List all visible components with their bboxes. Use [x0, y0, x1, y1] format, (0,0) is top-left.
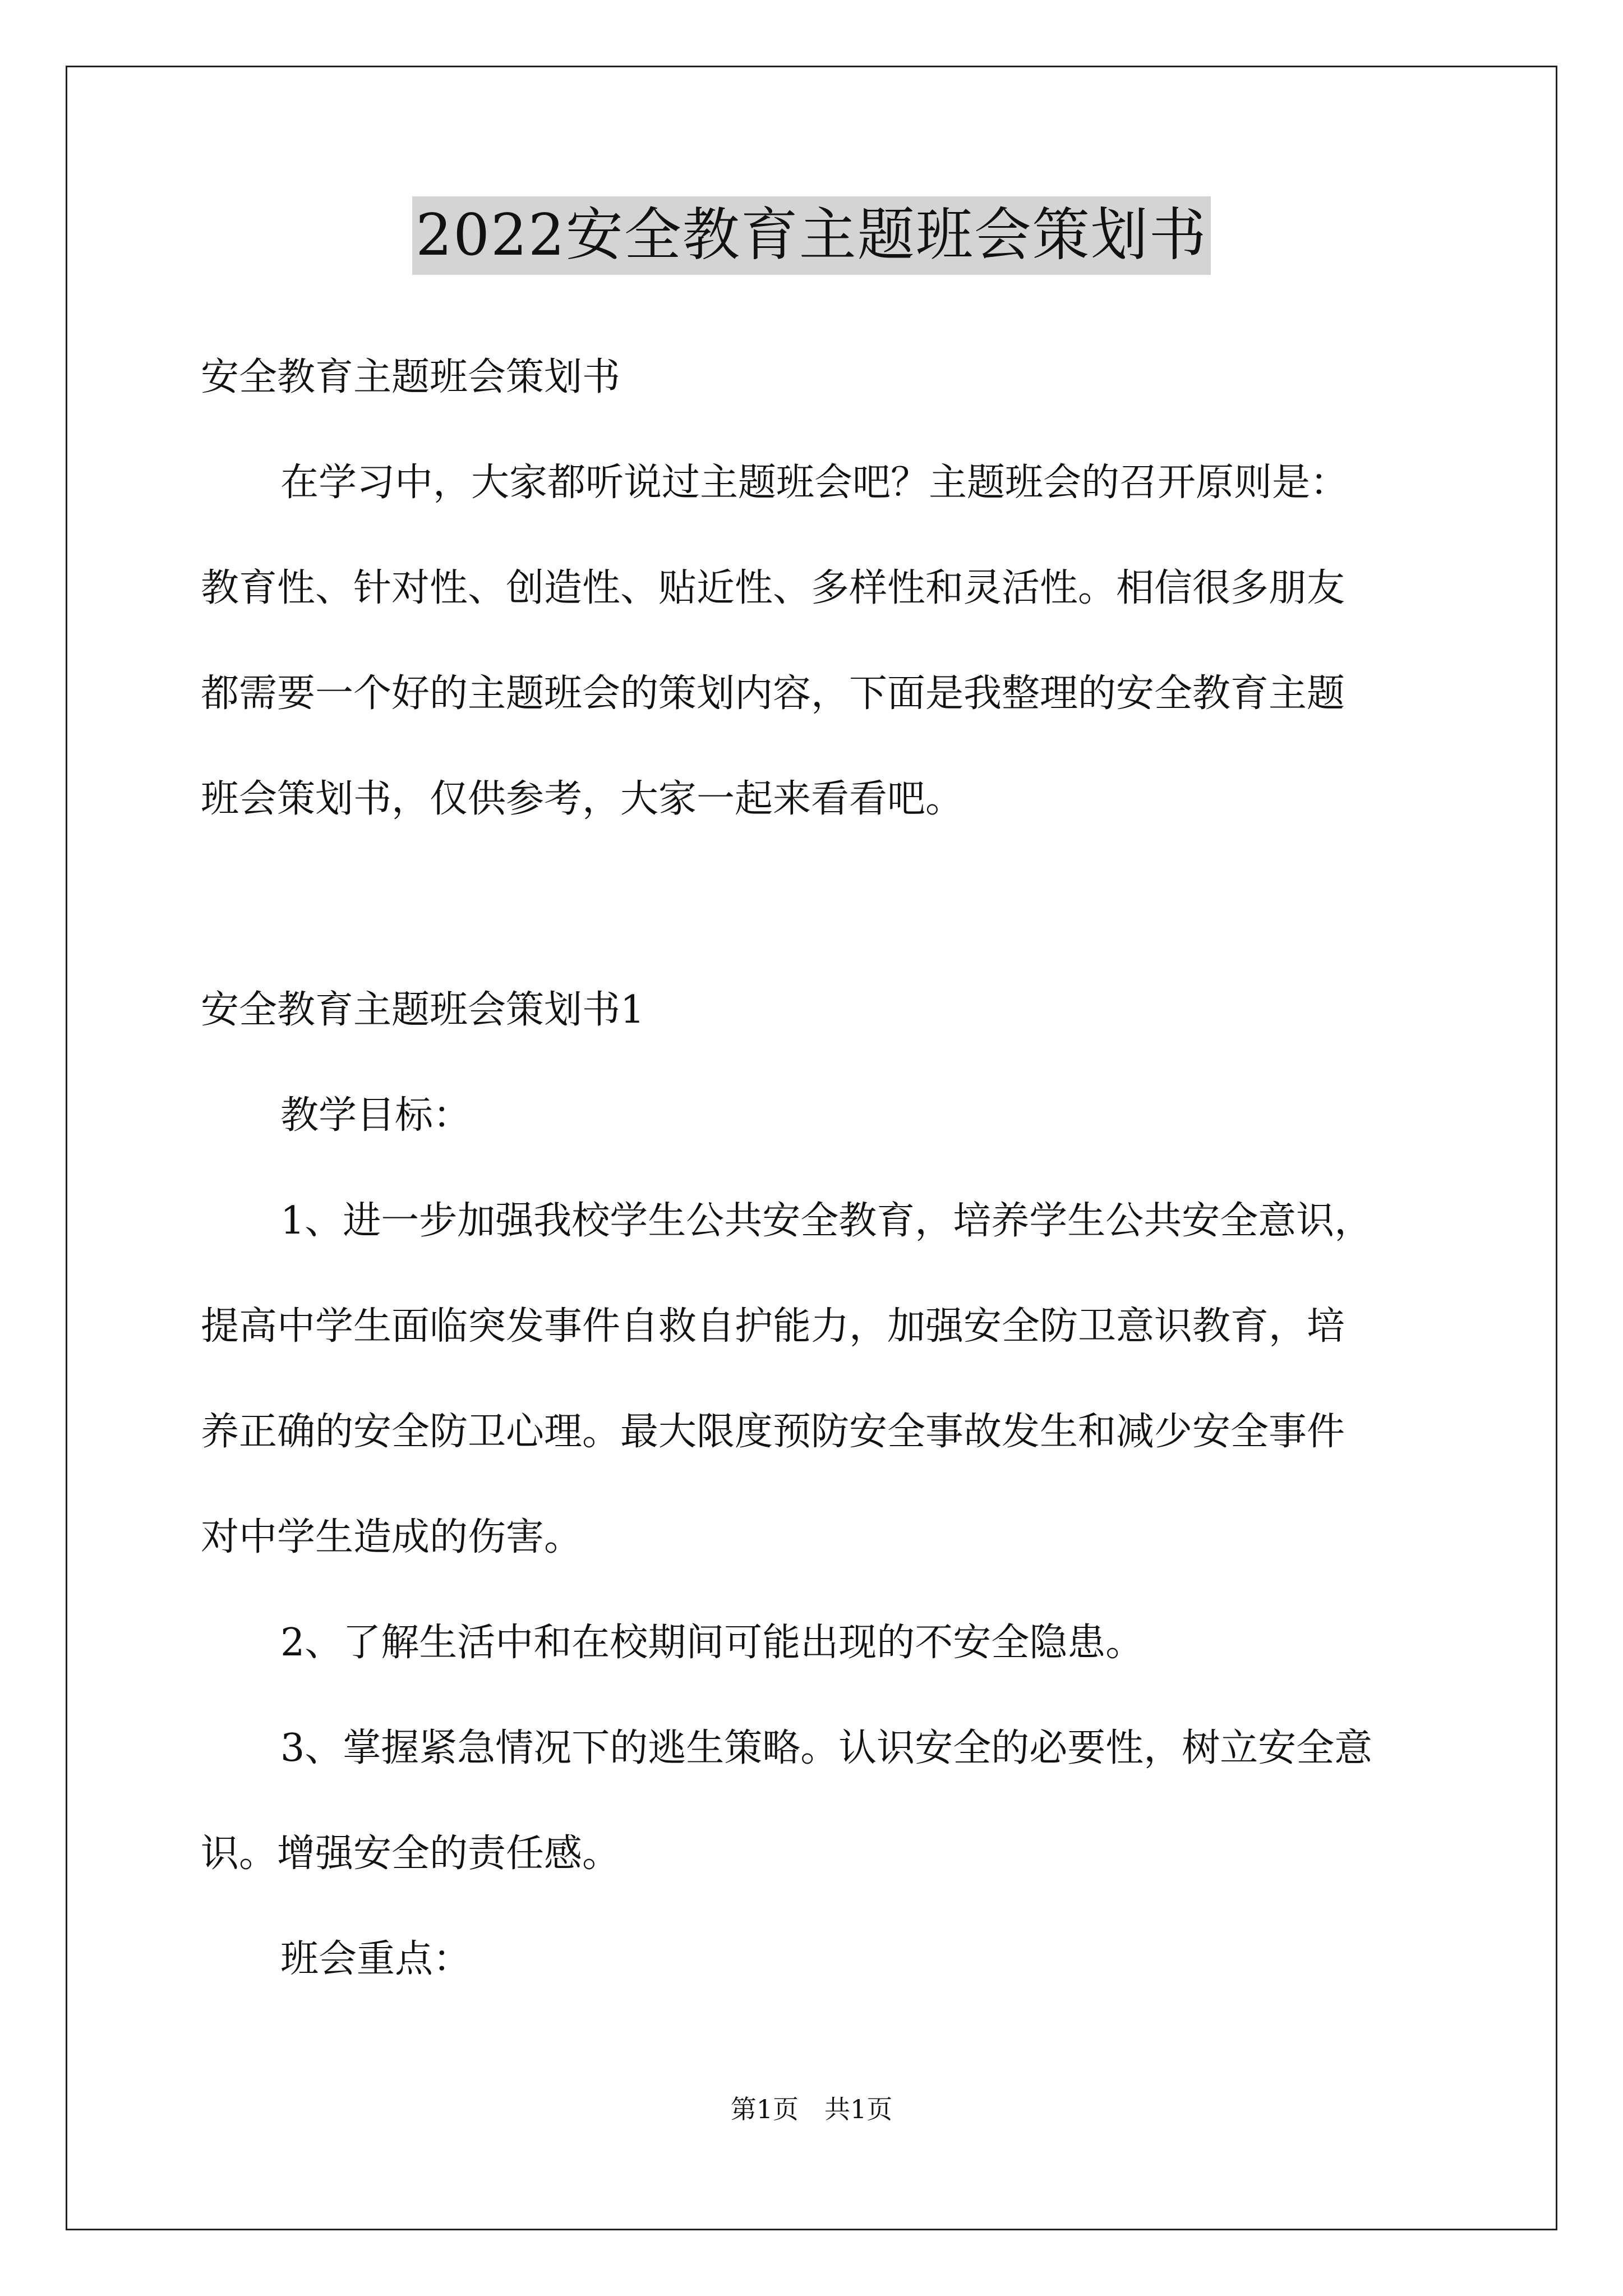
objective-1-line-2: 提高中学生面临突发事件自救自护能力，加强安全防卫意识教育，培	[201, 1304, 1345, 1349]
subtitle: 安全教育主题班会策划书	[201, 355, 621, 399]
objective-1-line-1: 1、进一步加强我校学生公共安全教育，培养学生公共安全意识，	[280, 1199, 1373, 1243]
document-title: 2022安全教育主题班会策划书	[412, 196, 1211, 275]
section-heading: 安全教育主题班会策划书1	[201, 988, 645, 1032]
page-footer: 第1页 共1页	[730, 2094, 893, 2124]
title-container	[0, 196, 1623, 275]
intro-line-2: 教育性、针对性、创造性、贴近性、多样性和灵活性。相信很多朋友	[201, 566, 1345, 610]
intro-line-3: 都需要一个好的主题班会的策划内容，下面是我整理的安全教育主题	[201, 671, 1345, 716]
objective-1-line-4: 对中学生造成的伤害。	[201, 1515, 583, 1559]
objectives-heading: 教学目标：	[280, 1093, 472, 1138]
objective-3-line-2: 识。增强安全的责任感。	[201, 1832, 621, 1876]
key-points-heading: 班会重点：	[280, 1937, 472, 1981]
objective-2: 2、了解生活中和在校期间可能出现的不安全隐患。	[280, 1621, 1144, 1665]
objective-3-line-1: 3、掌握紧急情况下的逃生策略。认识安全的必要性，树立安全意	[280, 1726, 1373, 1770]
intro-line-1: 在学习中，大家都听说过主题班会吧？主题班会的召开原则是：	[280, 461, 1349, 505]
blank-line	[201, 858, 1446, 964]
intro-line-4: 班会策划书，仅供参考，大家一起来看看吧。	[201, 777, 964, 821]
objective-1-line-3: 养正确的安全防卫心理。最大限度预防安全事故发生和减少安全事件	[201, 1410, 1345, 1454]
document-body	[201, 331, 1446, 2018]
